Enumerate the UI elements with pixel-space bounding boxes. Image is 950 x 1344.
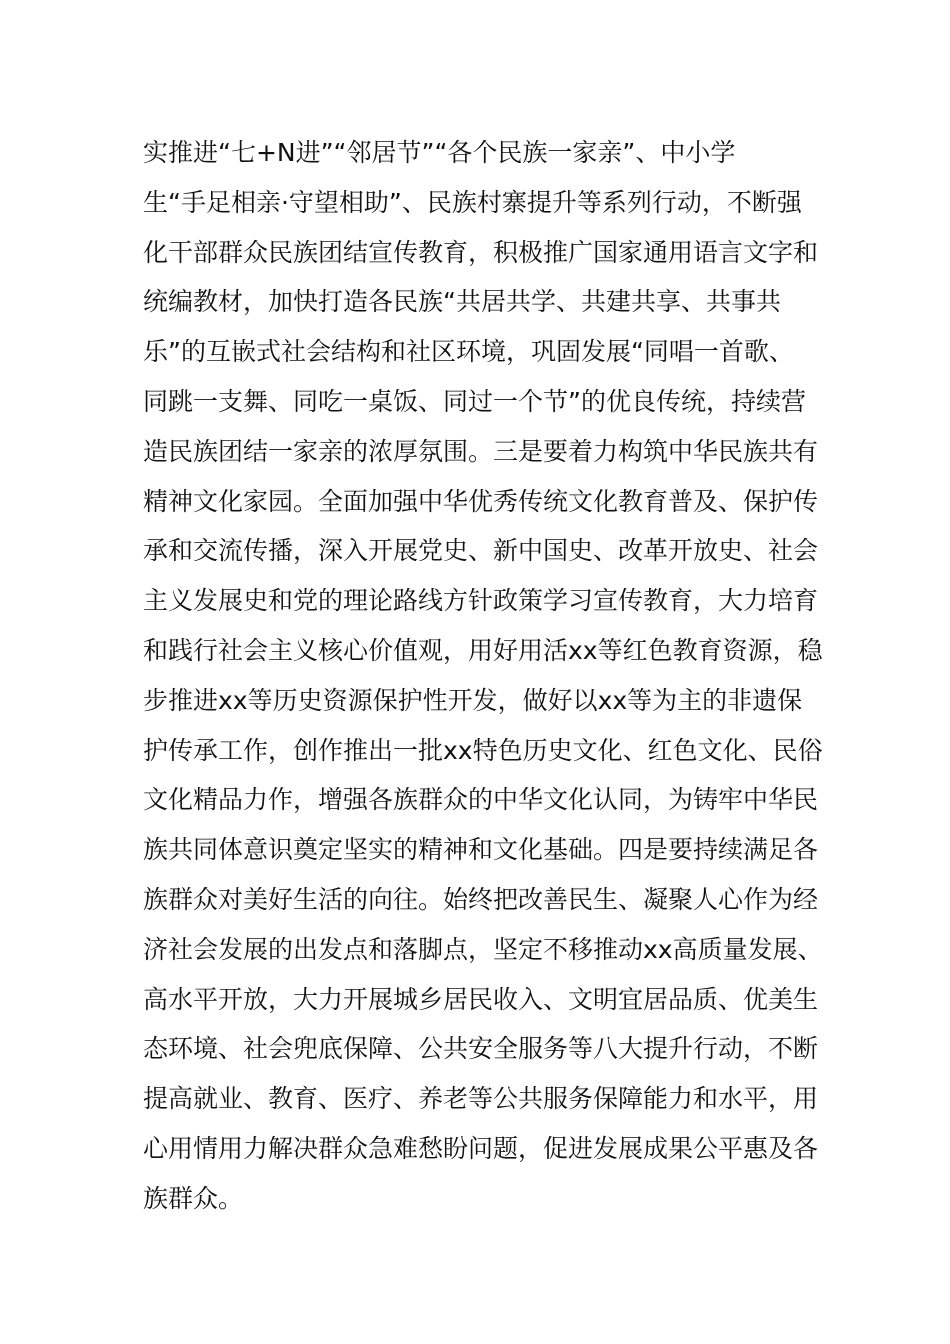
text-line: 实推进“七+N进”“邻居节”“各个民族一家亲”、中小学 [143, 138, 736, 167]
text-line: 承和交流传播，深入开展党史、新中国史、改革开放史、社会 [143, 536, 819, 566]
text-line: 高水平开放，大力开展城乡居民收入、文明宜居品质、优美生 [143, 984, 819, 1014]
body-paragraph [143, 128, 823, 1224]
text-line: 济社会发展的出发点和落脚点，坚定不移推动xx高质量发展、 [143, 934, 823, 964]
text-line: 态环境、社会兜底保障、公共安全服务等八大提升行动，不断 [143, 1034, 819, 1064]
text-line: 主义发展史和党的理论路线方针政策学习宣传教育，大力培育 [143, 586, 819, 616]
text-line: 提高就业、教育、医疗、养老等公共服务保障能力和水平，用 [143, 1084, 819, 1114]
text-line: 精神文化家园。全面加强中华优秀传统文化教育普及、保护传 [143, 486, 819, 516]
text-line: 步推进xx等历史资源保护性开发，做好以xx等为主的非遗保 [143, 685, 803, 715]
text-line: 护传承工作，创作推出一批xx特色历史文化、红色文化、民俗 [143, 735, 823, 765]
text-line: 同跳一支舞、同吃一桌饭、同过一个节”的优良传统，持续营 [143, 386, 806, 416]
text-line: 和践行社会主义核心价值观，用好用活xx等红色教育资源，稳 [143, 635, 823, 665]
text-line: 族群众对美好生活的向往。始终把改善民生、凝聚人心作为经 [143, 884, 819, 914]
text-line: 统编教材，加快打造各民族“共居共学、共建共享、共事共 [143, 287, 781, 317]
text-line: 族群众。 [143, 1183, 244, 1213]
text-line: 造民族团结一家亲的浓厚氛围。三是要着力构筑中华民族共有 [143, 436, 819, 466]
text-line: 心用情用力解决群众急难愁盼问题，促进发展成果公平惠及各 [143, 1133, 819, 1163]
text-line: 族共同体意识奠定坚实的精神和文化基础。四是要持续满足各 [143, 835, 819, 865]
text-line: 文化精品力作，增强各族群众的中华文化认同，为铸牢中华民 [143, 785, 819, 815]
text-line: 乐”的互嵌式社会结构和社区环境，巩固发展“同唱一首歌、 [143, 337, 794, 367]
text-line: 生“手足相亲·守望相助”、民族村寨提升等系列行动，不断强 [143, 187, 802, 217]
text-line: 化干部群众民族团结宣传教育，积极推广国家通用语言文字和 [143, 237, 819, 267]
